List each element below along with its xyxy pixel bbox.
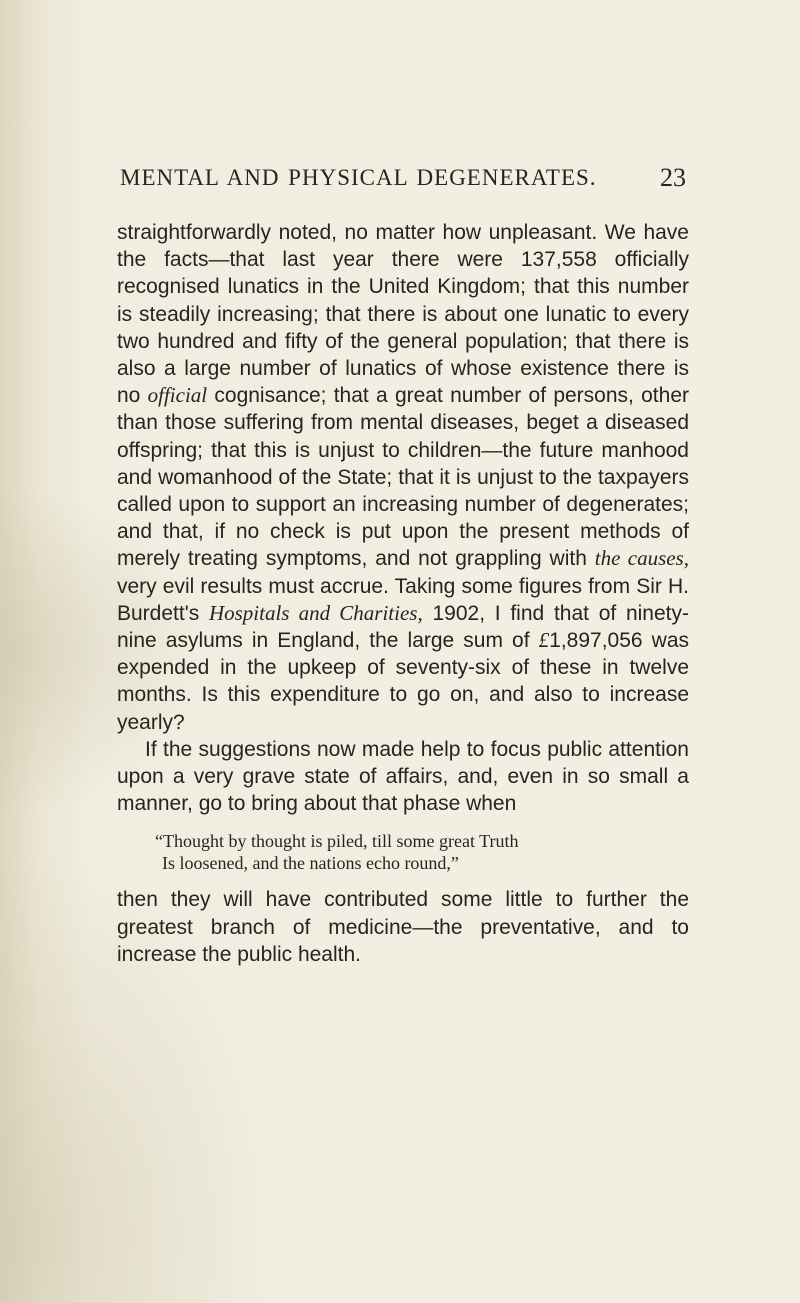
quote-line-2: Is loosened, and the nations echo round,” (162, 853, 459, 874)
pound-sign: £ (538, 628, 550, 653)
paragraph-1-text-b: cognisance; that a great number of persons, other than those suffering from mental diseases, beget a diseased offspring; that this is unjust to children—the future manhood and womanhood of the State; that it is unjust to the taxpayers called upon to support an increasing number of degenerates; and that, if no check is put upon the present methods of merely treating symptoms, and not grappling with (117, 384, 689, 571)
quote-line-1: “Thought by thought is piled, till some great Truth (155, 831, 519, 852)
closing-paragraph: then they will have contributed some little to further the greatest branch of medicine—the preventative, and to increase the public health. (117, 888, 689, 966)
paragraph-2: If the suggestions now made help to focus public attention upon a very grave state of affairs, and, even in so small a manner, go to bring about that phase when (117, 737, 689, 816)
italic-book-title: Hospitals and Charities, (208, 600, 423, 625)
running-head: MENTAL AND PHYSICAL DEGENERATES. (120, 165, 597, 190)
page-number: 23 (660, 163, 686, 192)
paragraph-1-text-a: straightforwardly noted, no matter how unpleasant. We have the facts—that last year there were 137,558 officially recognised lunatics in the United Kingdom; that this number is steadily increasing; that there is about one lunatic to every two hundred and fifty of the general population; that there is also a large number of lunatics of whose existence there is no (117, 221, 689, 408)
italic-the-causes: the causes, (594, 546, 689, 571)
verse-quote (117, 830, 689, 874)
body-text (117, 219, 689, 968)
italic-official: official (147, 383, 208, 408)
paragraph-1 (117, 219, 689, 736)
paragraph-1-text-d: 1902, I find that of ninety-nine asylums in England, the large sum of (117, 601, 689, 653)
paragraph-1-text-c: very evil results must accrue. Taking some figures from Sir H. Burdett's (117, 574, 689, 625)
page-header (120, 165, 686, 205)
paragraph-1-text-e: 1,897,056 was expended in the upkeep of seventy-six of these in twelve months. Is this expenditure to go on, and also to increase yearly? (117, 629, 690, 734)
